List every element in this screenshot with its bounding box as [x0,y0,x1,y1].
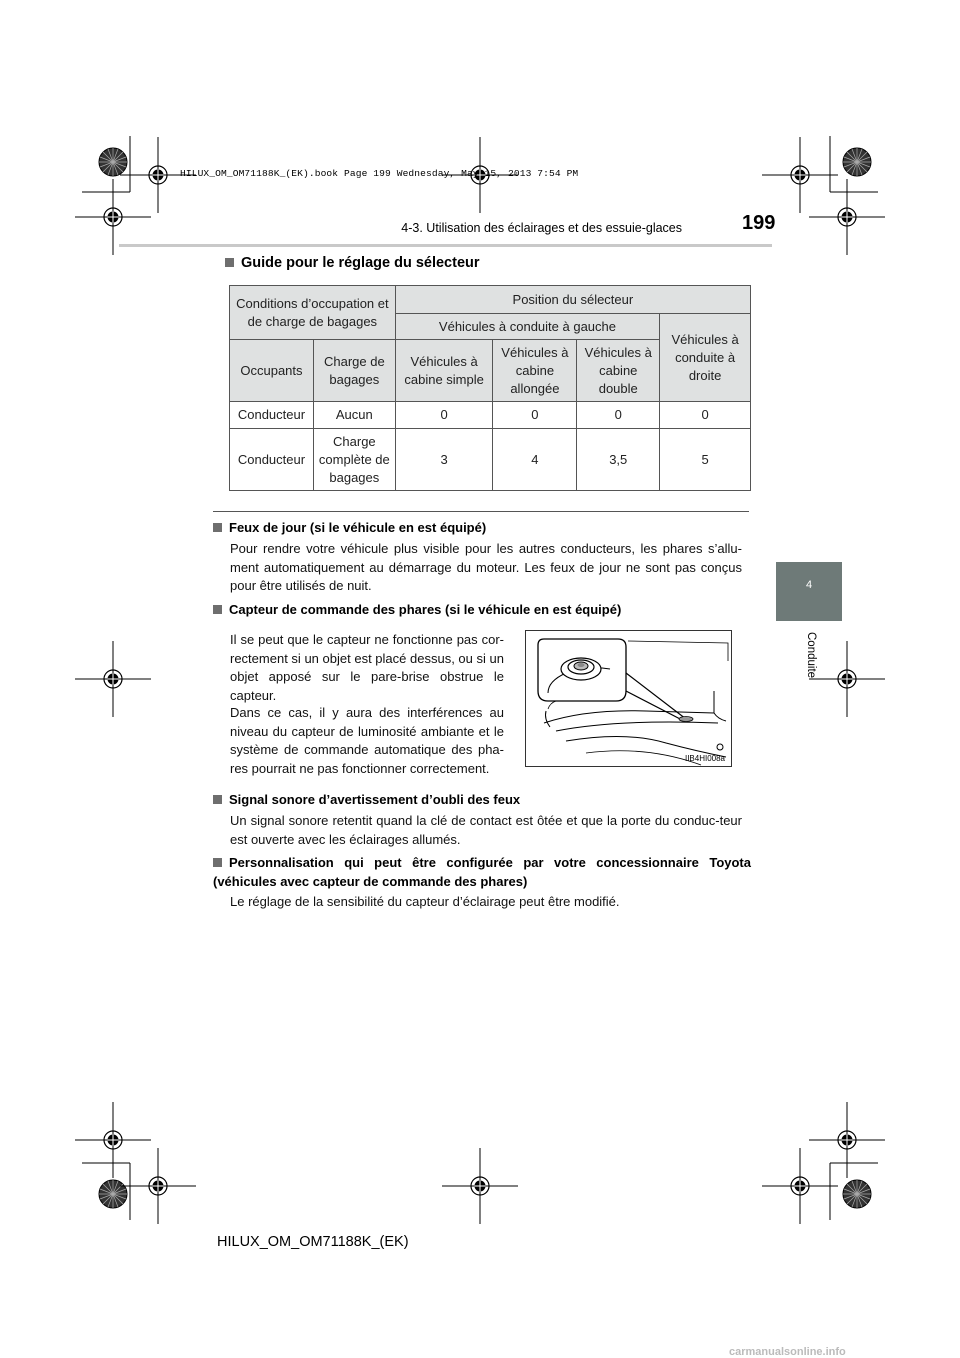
square-bullet-icon [225,258,234,267]
table-row [230,429,751,491]
dashboard-sensor-drawing [526,631,731,766]
cell-double: 3,5 [577,429,660,491]
chapter-tab-number: 4 [805,579,813,591]
drl-title-text: Feux de jour (si le véhicule en est équipé) [229,520,487,535]
selector-table [229,285,751,491]
cell-single: 3 [395,429,493,491]
table-row [230,402,751,429]
square-bullet-icon [213,523,222,532]
cell-right: 5 [660,429,751,491]
sensor-illustration [525,630,732,767]
chapter-tab [776,562,842,621]
book-file-stamp: HILUX_OM_OM71188K_(EK).book Page 199 Wednesday, May 15, 2013 7:54 PM [180,168,579,179]
figure-code: IIB4HI008a [684,754,725,763]
header-position: Position du sélecteur [395,286,750,314]
cell-luggage: Charge complète de bagages [313,429,395,491]
drl-heading [213,520,486,535]
warning-paragraph: Un signal sonore retentit quand la clé de contact est ôtée et que la porte du conduc-teur est ouverte avec les éclairages allumés. [230,813,742,847]
cell-luggage: Aucun [313,402,395,429]
guide-title-text: Guide pour le réglage du sélecteur [241,255,480,271]
chapter-label-text: Conduite [805,632,817,679]
warning-title-text: Signal sonore d’avertissement d’oubli des feux [229,792,521,807]
cell-occupants: Conducteur [230,402,314,429]
warning-heading [213,792,520,807]
header-rule [119,244,772,247]
custom-heading [213,854,751,891]
page-number: 199 [742,212,776,234]
cell-single: 0 [395,402,493,429]
footer-document-id: HILUX_OM_OM71188K_(EK) [217,1234,409,1250]
header-luggage: Charge de bagages [313,340,395,402]
header-double-cab: Véhicules à cabine double [577,340,660,402]
custom-paragraph: Le réglage de la sensibilité du capteur d’éclairage peut être modifié. [230,894,620,909]
cell-extended: 0 [493,402,577,429]
custom-title-text: Personnalisation qui peut être configurée par votre concessionnaire Toyota (véhicules avec capteur de commande des phares) [213,855,751,889]
header-occupants: Occupants [230,340,314,402]
drl-paragraph: Pour rendre votre véhicule plus visible pour les autres conducteurs, les phares s’allu-ment automatiquement au démarrage du moteur. Les feux de jour ne sont pas conçus pour être utilisés de nuit. [230,541,742,594]
header-single-cab: Véhicules à cabine simple [395,340,493,402]
square-bullet-icon [213,795,222,804]
sensor-paragraph-1: Il se peut que le capteur ne fonctionne pas cor-rectement si un objet est placé dessus, ou si un objet apposé sur le pare-brise obstrue le capteur. [230,632,504,703]
cell-double: 0 [577,402,660,429]
square-bullet-icon [213,858,222,867]
header-left-drive: Véhicules à conduite à gauche [395,314,659,340]
sensor-heading [213,602,621,617]
cell-occupants: Conducteur [230,429,314,491]
site-watermark: carmanualsonline.info [729,1346,846,1358]
section-divider [213,511,749,512]
header-extended-cab: Véhicules à cabine allongée [493,340,577,402]
section-title: 4-3. Utilisation des éclairages et des essuie-glaces [401,221,682,235]
header-conditions: Conditions d’occupation et de charge de bagages [230,286,396,340]
header-right-drive: Véhicules à conduite à droite [660,314,751,402]
sensor-paragraph-2: Dans ce cas, il y aura des interférences au niveau du capteur de luminosité ambiante et le système de commande automatique des pha-res pourrait ne pas fonctionner correctement. [230,705,504,776]
chapter-tab-label [803,632,819,692]
guide-heading [225,255,480,271]
cell-extended: 4 [493,429,577,491]
sensor-title-text: Capteur de commande des phares (si le véhicule en est équipé) [229,602,622,617]
cell-right: 0 [660,402,751,429]
square-bullet-icon [213,605,222,614]
